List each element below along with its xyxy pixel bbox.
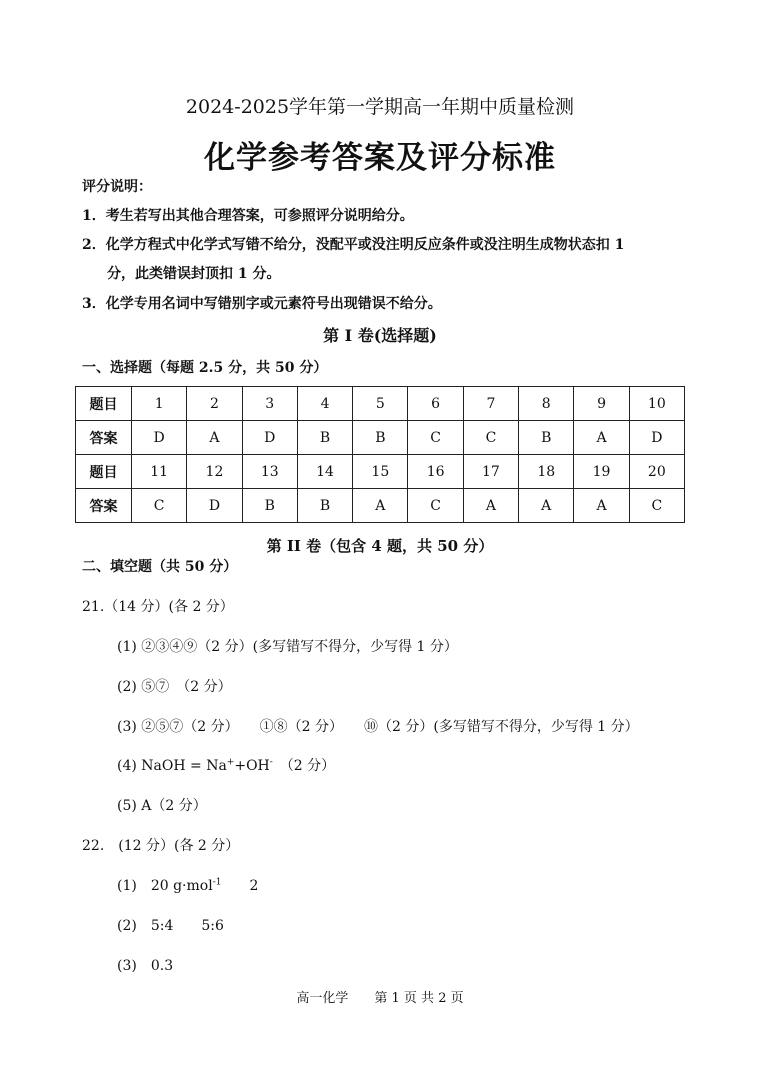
question-number: 3: [242, 387, 297, 421]
question-number: 9: [574, 387, 629, 421]
q21-answer-1: (1) ②③④⑨（2 分）(多写错写不得分，少写得 1 分）: [117, 639, 458, 655]
question-number: 12: [187, 455, 242, 489]
section2-title: [82, 556, 237, 576]
answer-cell: C: [132, 489, 187, 523]
answer-cell: D: [132, 421, 187, 455]
q22-answer-1: [117, 875, 258, 895]
answer-cell: A: [463, 489, 518, 523]
question-number: 13: [242, 455, 297, 489]
question-number: 4: [297, 387, 352, 421]
question-number: 5: [353, 387, 408, 421]
question-number: 2: [187, 387, 242, 421]
table-row: [76, 387, 685, 421]
q21-a4-sup-plus: +: [226, 757, 235, 768]
question-number: 18: [519, 455, 574, 489]
grading-rule-2-line2: 分，此类错误封顶扣 1 分。: [107, 266, 281, 282]
question-number: 16: [408, 455, 463, 489]
question-number: 14: [297, 455, 352, 489]
q21-answer-5: (5) A（2 分）: [117, 798, 207, 814]
question-number: 8: [519, 387, 574, 421]
question-number: 6: [408, 387, 463, 421]
document-title: 化学参考答案及评分标准: [204, 140, 556, 176]
q21-answer-3: (3) ②⑤⑦（2 分） ①⑧（2 分） ⑩（2 分）(多写错写不得分，少写得 1 分）: [117, 719, 639, 735]
part2-title: 第 II 卷（包含 4 题，共 50 分）: [266, 537, 494, 555]
answer-cell: C: [408, 421, 463, 455]
q21-a4-mid: +OH: [234, 758, 270, 774]
section1-title: 一、选择题（每题 2.5 分，共 50 分）: [82, 360, 328, 376]
answer-cell: D: [242, 421, 297, 455]
question-number: 20: [629, 455, 684, 489]
answer-cell: D: [629, 421, 684, 455]
answer-cell: A: [519, 489, 574, 523]
part1-title: 第 I 卷(选择题): [323, 326, 437, 345]
answer-cell: B: [519, 421, 574, 455]
table-row: [76, 489, 685, 523]
question-number: 19: [574, 455, 629, 489]
q22-answer-2: (2) 5:4 5:6: [117, 918, 224, 934]
question-number: 7: [463, 387, 518, 421]
q21-answer-2: (2) ⑤⑦ （2 分）: [117, 679, 232, 695]
q22-a1-suffix: 2: [221, 878, 259, 894]
question-label: 题目: [76, 387, 132, 421]
answer-cell: A: [353, 489, 408, 523]
section2-title-text: 二、填空题（共 50 分）: [82, 559, 238, 575]
answer-cell: B: [242, 489, 297, 523]
answer-cell: A: [187, 421, 242, 455]
grading-notes-heading: 评分说明：: [82, 179, 152, 195]
answer-cell: C: [463, 421, 518, 455]
q21-header: 21.（14 分）(各 2 分）: [82, 599, 234, 615]
grading-rule-3: 3．化学专用名词中写错别字或元素符号出现错误不给分。: [82, 296, 442, 312]
answer-cell: A: [574, 421, 629, 455]
page-footer: 高一化学 第 1 页 共 2 页: [296, 991, 464, 1006]
answer-table: [75, 386, 685, 523]
question-number: 17: [463, 455, 518, 489]
question-number: 11: [132, 455, 187, 489]
q22-a1-sup: -1: [212, 877, 222, 888]
exam-subtitle: 2024-2025学年第一学期高一年期中质量检测: [185, 96, 575, 118]
q22-answer-3: (3) 0.3: [117, 958, 174, 974]
table-row: [76, 455, 685, 489]
q21-a4-suffix: （2 分）: [272, 758, 336, 774]
answer-cell: B: [297, 489, 352, 523]
q22-header: 22. (12 分）(各 2 分）: [82, 838, 240, 854]
question-number: 15: [353, 455, 408, 489]
answer-cell: B: [297, 421, 352, 455]
table-row: [76, 421, 685, 455]
answer-cell: C: [408, 489, 463, 523]
question-label: 题目: [76, 455, 132, 489]
q21-a4-prefix: (4) NaOH = Na: [117, 758, 227, 774]
answer-cell: D: [187, 489, 242, 523]
q21-answer-4: [117, 755, 335, 775]
answer-cell: A: [574, 489, 629, 523]
q22-a1-prefix: (1) 20 g·mol: [117, 878, 213, 894]
grading-rule-2-line1: 2．化学方程式中化学式写错不给分，没配平或没注明反应条件或没注明生成物状态扣 1: [82, 237, 625, 253]
answer-cell: C: [629, 489, 684, 523]
question-number: 10: [629, 387, 684, 421]
grading-rule-1: 1．考生若写出其他合理答案，可参照评分说明给分。: [82, 208, 414, 224]
question-number: 1: [132, 387, 187, 421]
answer-cell: B: [353, 421, 408, 455]
q21-a4-sup-minus: -: [269, 757, 273, 768]
answer-label: 答案: [76, 489, 132, 523]
answer-label: 答案: [76, 421, 132, 455]
